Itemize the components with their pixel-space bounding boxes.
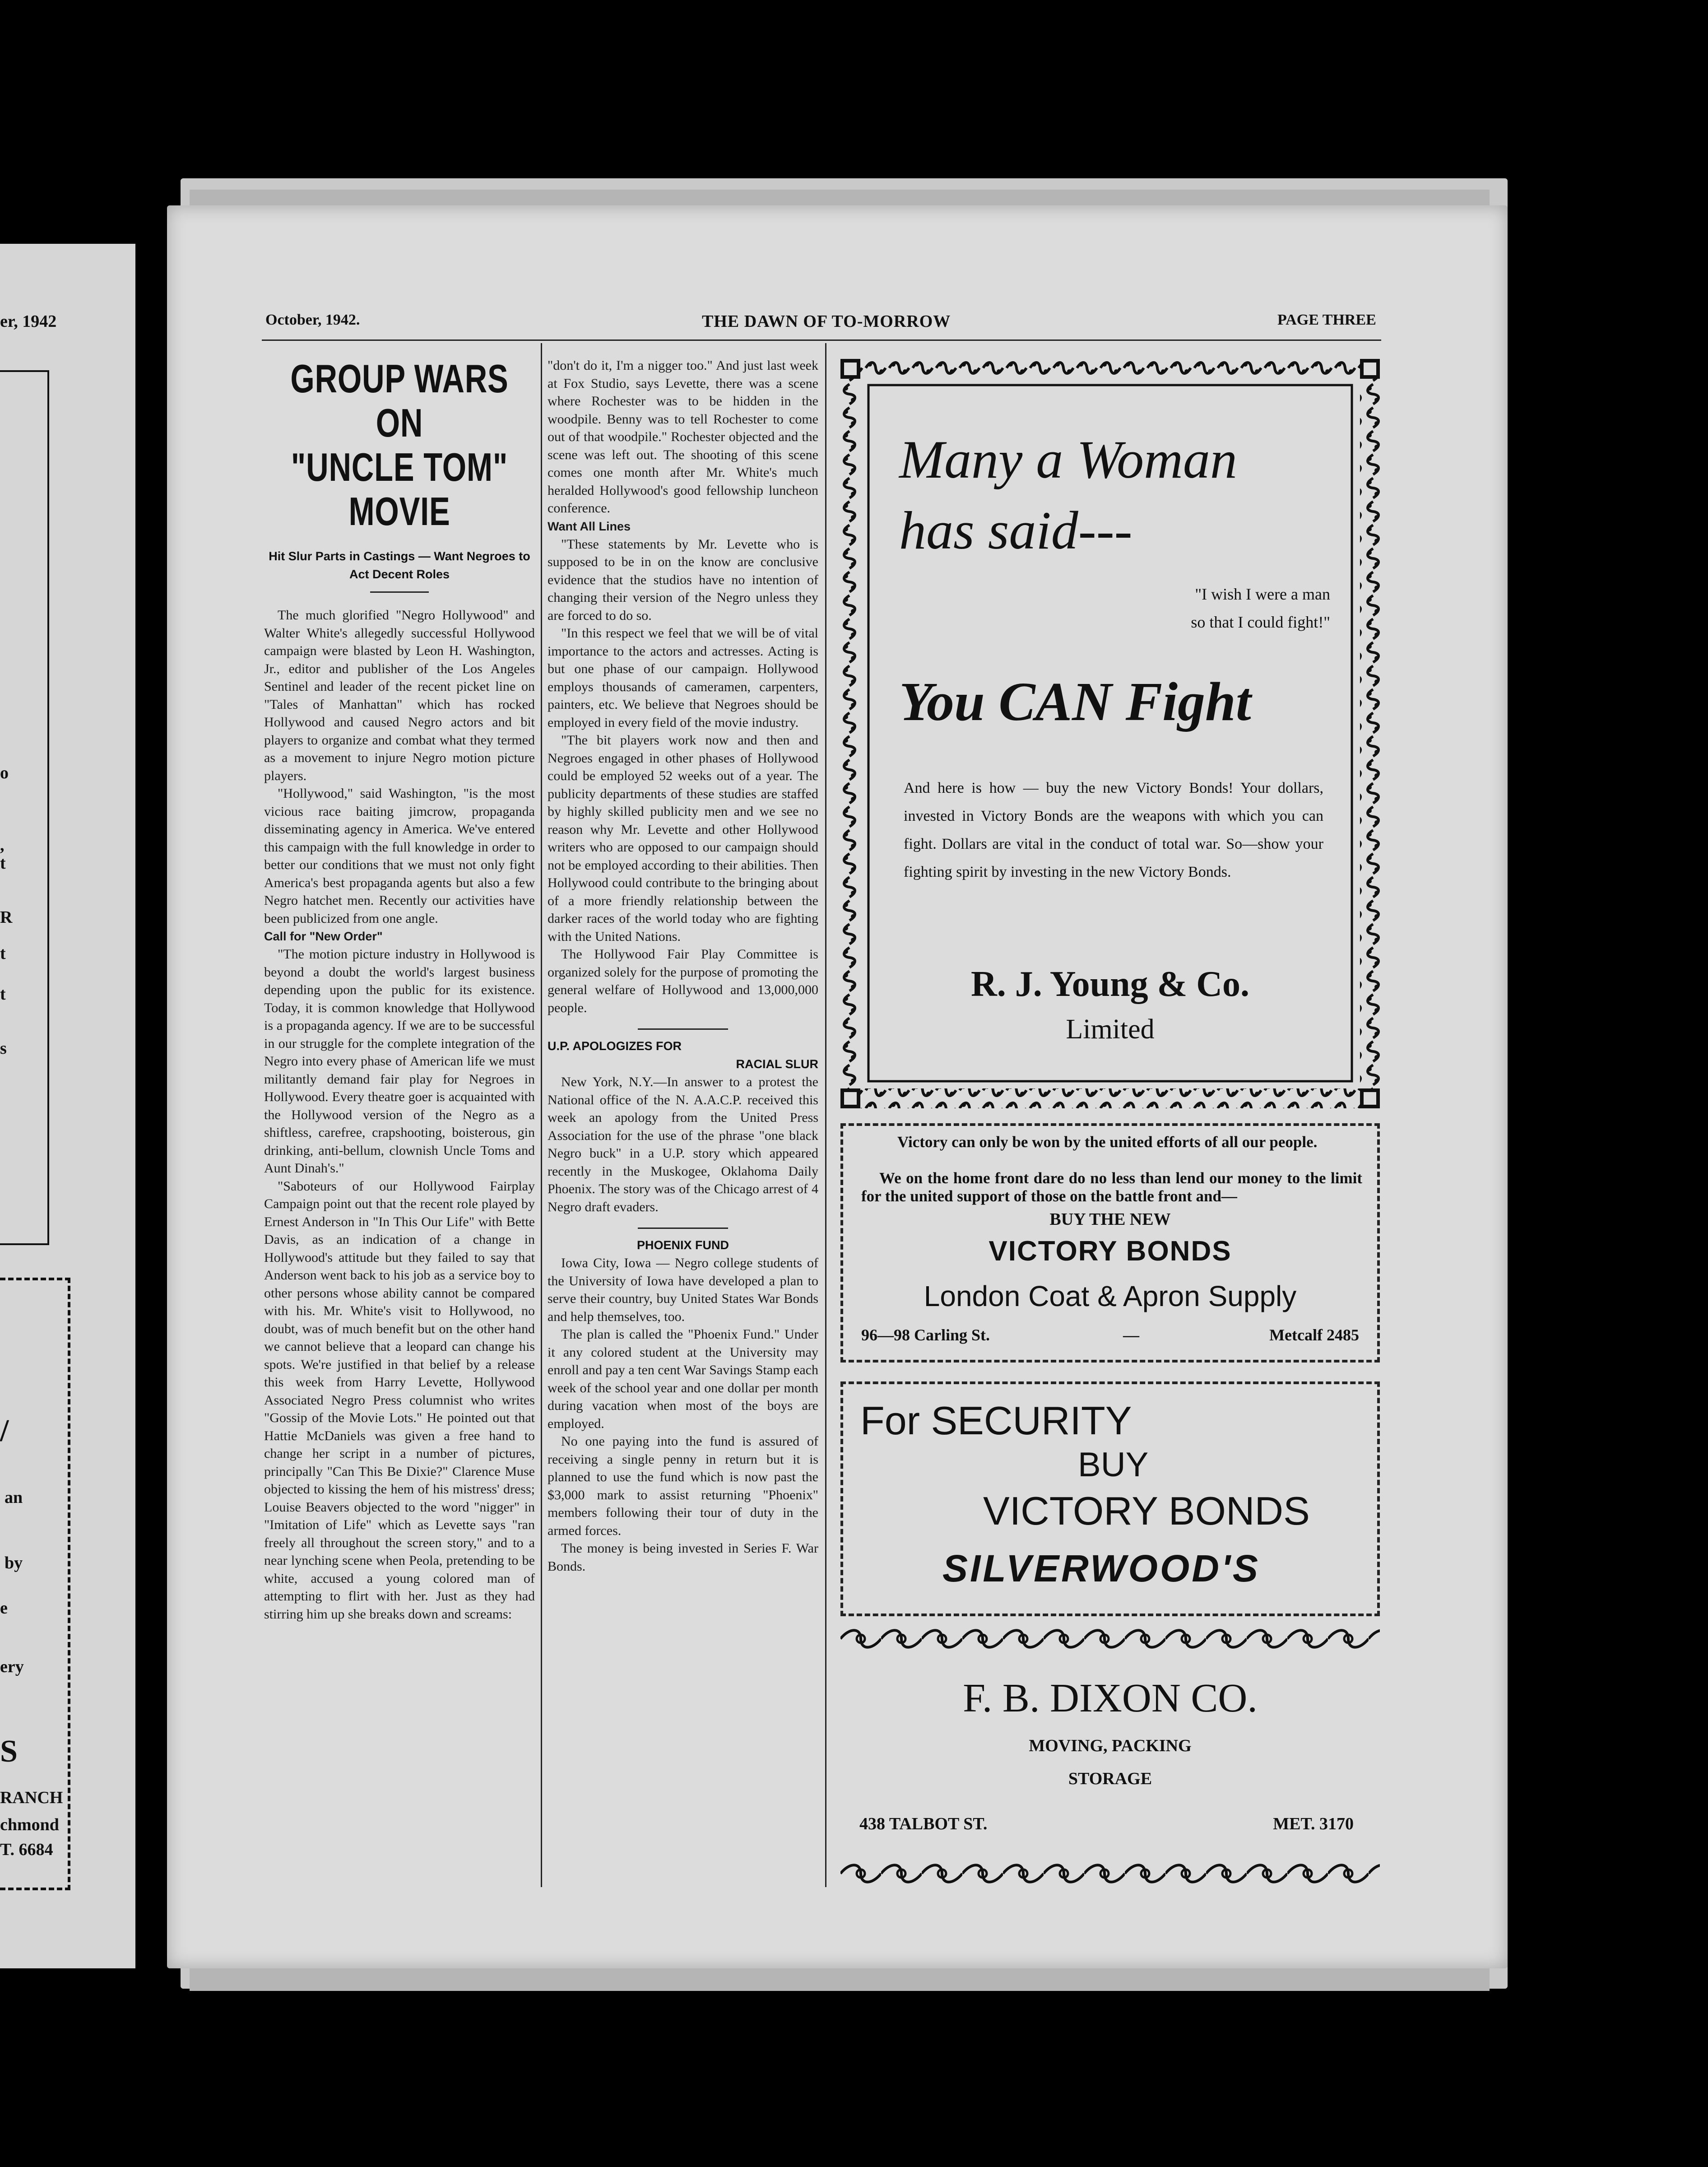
paragraph: The money is being invested in Series F. War Bonds. xyxy=(548,1541,818,1574)
article-column-1 xyxy=(264,357,535,1623)
ad-london-buy: BUY THE NEW xyxy=(1049,1210,1171,1229)
paragraph: "These statements by Mr. Levette who is supposed to be in on the know are conclusive evidence that the studios have no intention of changing their version of the Negro unless they are forced to do so. xyxy=(548,536,818,623)
prev-fragment: e xyxy=(0,1599,8,1618)
ad-london-company: London Coat & Apron Supply xyxy=(924,1280,1297,1312)
phoenix-body xyxy=(548,1254,818,1575)
ad-fb-dixon xyxy=(840,1625,1380,1896)
ad-quote-1: "I wish I were a man xyxy=(1195,585,1330,603)
paragraph: "The bit players work now and then and Negroes engaged in other phases of Hollywood could be employed 52 weeks out of a year. The publicity departments of these studies are staffed by highly skilled publicity men and we see no reason why Mr. Levette and other Hollywood writers who are opposed to our campaign should not be employed according to their abilities. Then Hollywood could contribute to the bringing about of a more friendly relationship between the darker races of the world today who are fighting with the United Nations. xyxy=(548,733,818,944)
ad-silverwood-company: SILVERWOOD'S xyxy=(942,1547,1260,1590)
ad-dixon-address: 438 TALBOT ST. xyxy=(859,1814,988,1833)
scroll-ornament-bottom xyxy=(840,1860,1380,1887)
ad-london-text-2: We on the home front dare do no less than lend our money to the limit for the united support of those on the battle front and— xyxy=(861,1169,1362,1205)
scroll-ornament-top xyxy=(840,1625,1380,1652)
column-rule xyxy=(825,343,826,1887)
ad-company: R. J. Young & Co. xyxy=(970,964,1250,1004)
ad-dixon-services-1: MOVING, PACKING xyxy=(1029,1736,1192,1755)
issue-date: October, 1942. xyxy=(265,312,360,328)
paragraph: The Hollywood Fair Play Committee is organized solely for the purpose of promoting the general welfare of Hollywood and 13,000,000 people. xyxy=(548,947,818,1015)
ad-london-bonds: VICTORY BONDS xyxy=(989,1236,1232,1267)
paragraph: "Saboteurs of our Hollywood Fairplay Campaign point out that the recent role played by Ernest Anderson in "In This Our Life" with Bette Davis, as an indication of a change in Hollywood's attitude but they failed to say that Anderson went back to his job as a service boy to other persons whose ability cannot be compared with his. Mr. White's visit to Hollywood, no doubt, was of much benefit but on the other hand we cannot believe that a leopard can change his spots. We're justified in that belief by a release this week from Harry Levette, Hollywood Associated Negro Press columnist who writes "Gossip of the Movie Lots." He pointed out that Hattie McDaniels was given a free hand to change her script in a number of pictures, principally "Can This Be Dixie?" Clarence Muse objected to kissing the hem of his mistress' dress; Louise Beavers objected to the word "nigger" in "Imitation of Life" which as Levette says "ran freely all throughout the screen story," and to a near lynching scene when Peola, pretending to be white, accused a young colored man of attempting to flirt with her. Just as they had stirring him up she breaks down and screams: xyxy=(264,1178,535,1622)
article-body-2 xyxy=(548,357,818,1017)
paragraph: "In this respect we feel that we will be of vital importance to the actors and actresses. Acting is but one phase of our campaign. Hollywood employs thousands of cameramen, carpenters, painters, etc. We believe that Negroes should be employed in every field of the movie industry. xyxy=(548,626,818,730)
ad-london-text: Victory can only be won by the united efforts of all our people. xyxy=(897,1133,1318,1151)
prev-fragment: t xyxy=(0,854,6,873)
subhead-new-order: Call for "New Order" xyxy=(264,930,383,943)
paragraph: The much glorified "Negro Hollywood" and Walter White's allegedly successful Hollywood campaign were blasted by Leon H. Washington, Jr., editor and publisher of the Los Angeles Sentinel and leader of the recent picket line on "Tales of Manhattan" which has rocked Hollywood and caused Negro actors and bit players to organize and combat what they termed as a movement to injure Negro motion picture players. xyxy=(264,608,535,783)
ad-headline-2: has said--- xyxy=(899,500,1132,560)
ad-body: And here is how — buy the new Victory Bonds! Your dollars, invested in Victory Bonds are the weapons with which you can fight. Dollars are vital in the conduct of total war. So—show your fighting spirit by investing in the new Victory Bonds. xyxy=(904,780,1323,880)
prev-fragment: t xyxy=(0,944,6,963)
paragraph: "Hollywood," said Washington, "is the most vicious race baiting jimcrow, propaganda disseminating agency in America. We've entered this campaign with the full knowledge in order to better our conditions that we must not only fight America's best propaganda agents but also a few Negro hatchet men. Recently our activities have been publicized from one angle. xyxy=(264,786,535,926)
ad-silverwood-line2: BUY xyxy=(1078,1446,1149,1484)
ad-london-dash: — xyxy=(1123,1326,1139,1344)
ad-headline-1: Many a Woman xyxy=(899,429,1237,489)
masthead: THE DAWN OF TO-MORROW xyxy=(702,312,951,331)
paragraph: No one paying into the fund is assured of receiving a single penny in return but it is planned to use the fund which is now past the $3,000 mark to assist returning "Phoenix" members following their tour of duty in the armed forces. xyxy=(548,1434,818,1538)
prev-fragment: chmond xyxy=(0,1815,59,1834)
header-rule xyxy=(262,339,1381,341)
paragraph: Iowa City, Iowa — Negro college students of the University of Iowa have developed a plan to serve their country, buy United States War Bonds and help themselves, too. xyxy=(548,1256,818,1324)
column-rule xyxy=(541,343,542,1887)
prev-fragment: ery xyxy=(0,1657,24,1676)
ad-quote-2: so that I could fight!" xyxy=(1191,613,1330,631)
article-separator xyxy=(638,1228,728,1229)
prev-fragment: by xyxy=(5,1553,23,1572)
prev-fragment: an xyxy=(5,1488,23,1507)
article-separator xyxy=(638,1028,728,1030)
ad-dixon-services-2: STORAGE xyxy=(1068,1769,1152,1788)
ad-silverwoods xyxy=(840,1381,1380,1616)
ad-dixon-company: F. B. DIXON CO. xyxy=(963,1676,1258,1721)
prev-fragment: o xyxy=(0,763,9,782)
ad-slogan: You CAN Fight xyxy=(899,671,1251,732)
paragraph: "The motion picture industry in Hollywood is beyond a doubt the world's largest business depending upon the public for its existence. Today, it is common knowledge that Hollywood is a propaganda agency. If we are to be successful in our struggle for the complete integration of the Negro into every phase of American life we must militantly demand fair play for Negroes in Hollywood. Every theatre goer is acquainted with the Hollywood version of the Negro as a shiftless, carefree, crapshooting, boisterous, gin drinking, anti-bellum, clownish Uncle Toms and Aunt Dinah's." xyxy=(264,947,535,1176)
prev-page-box xyxy=(0,370,49,1245)
headline-line-2: "UNCLE TOM" MOVIE xyxy=(291,445,508,534)
deck-rule xyxy=(370,591,429,593)
headline-line-1: GROUP WARS ON xyxy=(290,356,509,445)
previous-page-sliver xyxy=(0,244,135,1968)
prev-fragment: RANCH xyxy=(0,1788,63,1807)
up-headline-2: RACIAL SLUR xyxy=(736,1057,818,1071)
prev-fragment: / xyxy=(0,1414,9,1448)
paragraph: New York, N.Y.—In answer to a protest the National office of the N. A.A.C.P. received this week an apology from the United Press Association for the use of the phrase "one black Negro buck" in a U.P. story which appeared recently in the Muskogee, Oklahoma Daily Phoenix. The story was of the Chicago arrest of 4 Negro draft evaders. xyxy=(548,1074,818,1214)
ad-silverwood-line1: For SECURITY xyxy=(860,1398,1132,1443)
up-body xyxy=(548,1073,818,1216)
ad-silverwood-line3: VICTORY BONDS xyxy=(983,1488,1310,1533)
prev-fragment: R xyxy=(0,908,13,927)
ad-dixon-phone: MET. 3170 xyxy=(1273,1814,1354,1833)
prev-fragment: s xyxy=(0,1039,7,1058)
up-headline-1: U.P. APOLOGIZES FOR xyxy=(548,1039,682,1053)
article-column-2 xyxy=(548,357,818,1575)
paragraph: "don't do it, I'm a nigger too." And just last week at Fox Studio, says Levette, there was a scene where Rochester was to be hidden in the woodpile. Benny was to tell Rochester to come out of that woodpile." Rochester objected and the scene was left out. The shooting of this scene comes one month after Mr. White's much heralded Hollywood's good fellowship luncheon conference. xyxy=(548,358,818,516)
prev-page-date: er, 1942 xyxy=(0,312,57,331)
ad-london-coat xyxy=(840,1123,1380,1363)
prev-fragment: T. 6684 xyxy=(0,1840,53,1859)
page-number: PAGE THREE xyxy=(1277,312,1376,328)
ad-london-phone: Metcalf 2485 xyxy=(1269,1326,1359,1344)
prev-fragment: , xyxy=(0,836,5,855)
ad-london-address: 96—98 Carling St. xyxy=(861,1326,990,1344)
prev-fragment: t xyxy=(0,985,6,1004)
paragraph: The plan is called the "Phoenix Fund." Under it any colored student at the University may enroll and pay a ten cent War Savings Stamp each week of the school year and one dollar per month during vacation when most of the boys are employed. xyxy=(548,1327,818,1431)
ad-company-suffix: Limited xyxy=(1066,1014,1155,1045)
ad-rj-young xyxy=(840,359,1380,1108)
phoenix-headline: PHOENIX FUND xyxy=(636,1238,729,1252)
article-body-1 xyxy=(264,606,535,1623)
subhead-want-all-lines: Want All Lines xyxy=(548,519,631,533)
article-deck: Hit Slur Parts in Castings — Want Negroes to Act Decent Roles xyxy=(269,549,530,581)
prev-fragment: S xyxy=(0,1734,18,1769)
